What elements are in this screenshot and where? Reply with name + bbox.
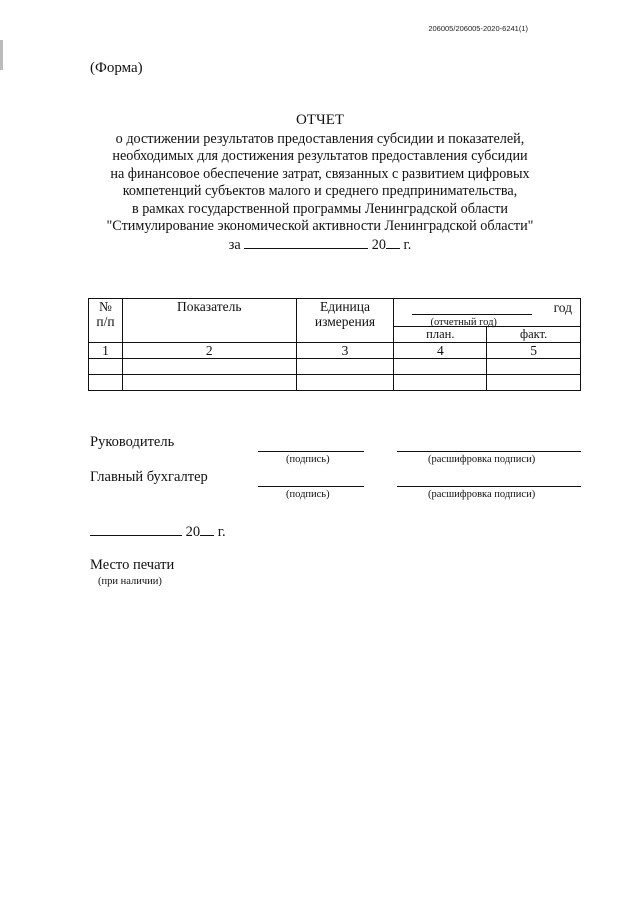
scan-edge-mark <box>0 40 3 70</box>
date-suffix: г. <box>217 524 226 540</box>
column-number: 1 <box>89 343 123 359</box>
table-header-row <box>89 299 581 327</box>
header-plan: план. <box>394 327 487 343</box>
form-label: (Форма) <box>90 60 143 76</box>
header-year-label: год <box>553 300 572 315</box>
column-number: 4 <box>394 343 487 359</box>
header-indicator: Показатель <box>122 299 296 343</box>
accountant-decode-hint: (расшифровка подписи) <box>428 489 536 500</box>
accountant-signature-hint: (подпись) <box>286 489 330 500</box>
table-cell[interactable] <box>122 359 296 375</box>
table-cell[interactable] <box>296 375 394 391</box>
header-year-note: (отчетный год) <box>430 317 497 328</box>
stamp-label: Место печати <box>90 557 175 573</box>
table-cell[interactable] <box>122 375 296 391</box>
year-blank <box>386 236 400 249</box>
table-cell[interactable] <box>394 375 487 391</box>
stamp-hint: (при наличии) <box>98 576 162 587</box>
year-blank-line <box>412 314 532 315</box>
subtitle-line: о достижении результатов предоставления субсидии и показателей, <box>115 130 525 147</box>
accountant-signature-line[interactable] <box>258 486 364 487</box>
head-decode-hint: (расшифровка подписи) <box>428 454 536 465</box>
period-blank <box>244 236 368 249</box>
date-line <box>90 522 226 541</box>
header-year <box>394 299 581 327</box>
table-cell[interactable] <box>394 359 487 375</box>
report-title-block <box>60 112 580 254</box>
period-prefix: за <box>228 236 241 253</box>
table-cell[interactable] <box>89 375 123 391</box>
subtitle-line: в рамках государственной программы Ленинградской области <box>131 200 509 217</box>
header-num: № п/п <box>89 299 123 343</box>
period-year-prefix: 20 <box>371 236 386 253</box>
subtitle-line: компетенций субъектов малого и среднего предпринимательства, <box>122 183 518 199</box>
header-fact: факт. <box>487 327 581 343</box>
column-number-row <box>89 343 581 359</box>
subtitle-line: необходимых для достижения результатов предоставления субсидии <box>112 148 528 164</box>
accountant-label: Главный бухгалтер <box>90 469 208 485</box>
accountant-decode-line[interactable] <box>397 486 581 487</box>
date-year-prefix: 20 <box>185 524 201 540</box>
report-table <box>88 298 581 391</box>
head-decode-line[interactable] <box>397 451 581 452</box>
period-suffix: г. <box>403 236 412 253</box>
table-cell[interactable] <box>296 359 394 375</box>
column-number: 2 <box>122 343 296 359</box>
column-number: 5 <box>487 343 581 359</box>
period-line <box>60 236 580 255</box>
column-number: 3 <box>296 343 394 359</box>
table-row <box>89 375 581 391</box>
document-id: 206005/206005-2020-6241(1) <box>428 24 528 33</box>
table-cell[interactable] <box>89 359 123 375</box>
head-signature-hint: (подпись) <box>286 454 330 465</box>
report-title: ОТЧЕТ <box>295 112 345 128</box>
table-cell[interactable] <box>487 359 581 375</box>
head-label: Руководитель <box>90 434 175 450</box>
subtitle-line: на финансовое обеспечение затрат, связанных с развитием цифровых <box>110 165 530 182</box>
table-row <box>89 359 581 375</box>
date-blank[interactable] <box>90 522 182 536</box>
table-cell[interactable] <box>487 375 581 391</box>
header-unit: Единица измерения <box>296 299 394 343</box>
head-signature-line[interactable] <box>258 451 364 452</box>
subtitle-line: "Стимулирование экономической активности Ленинградской области" <box>106 218 534 234</box>
date-year-blank[interactable] <box>200 523 214 536</box>
